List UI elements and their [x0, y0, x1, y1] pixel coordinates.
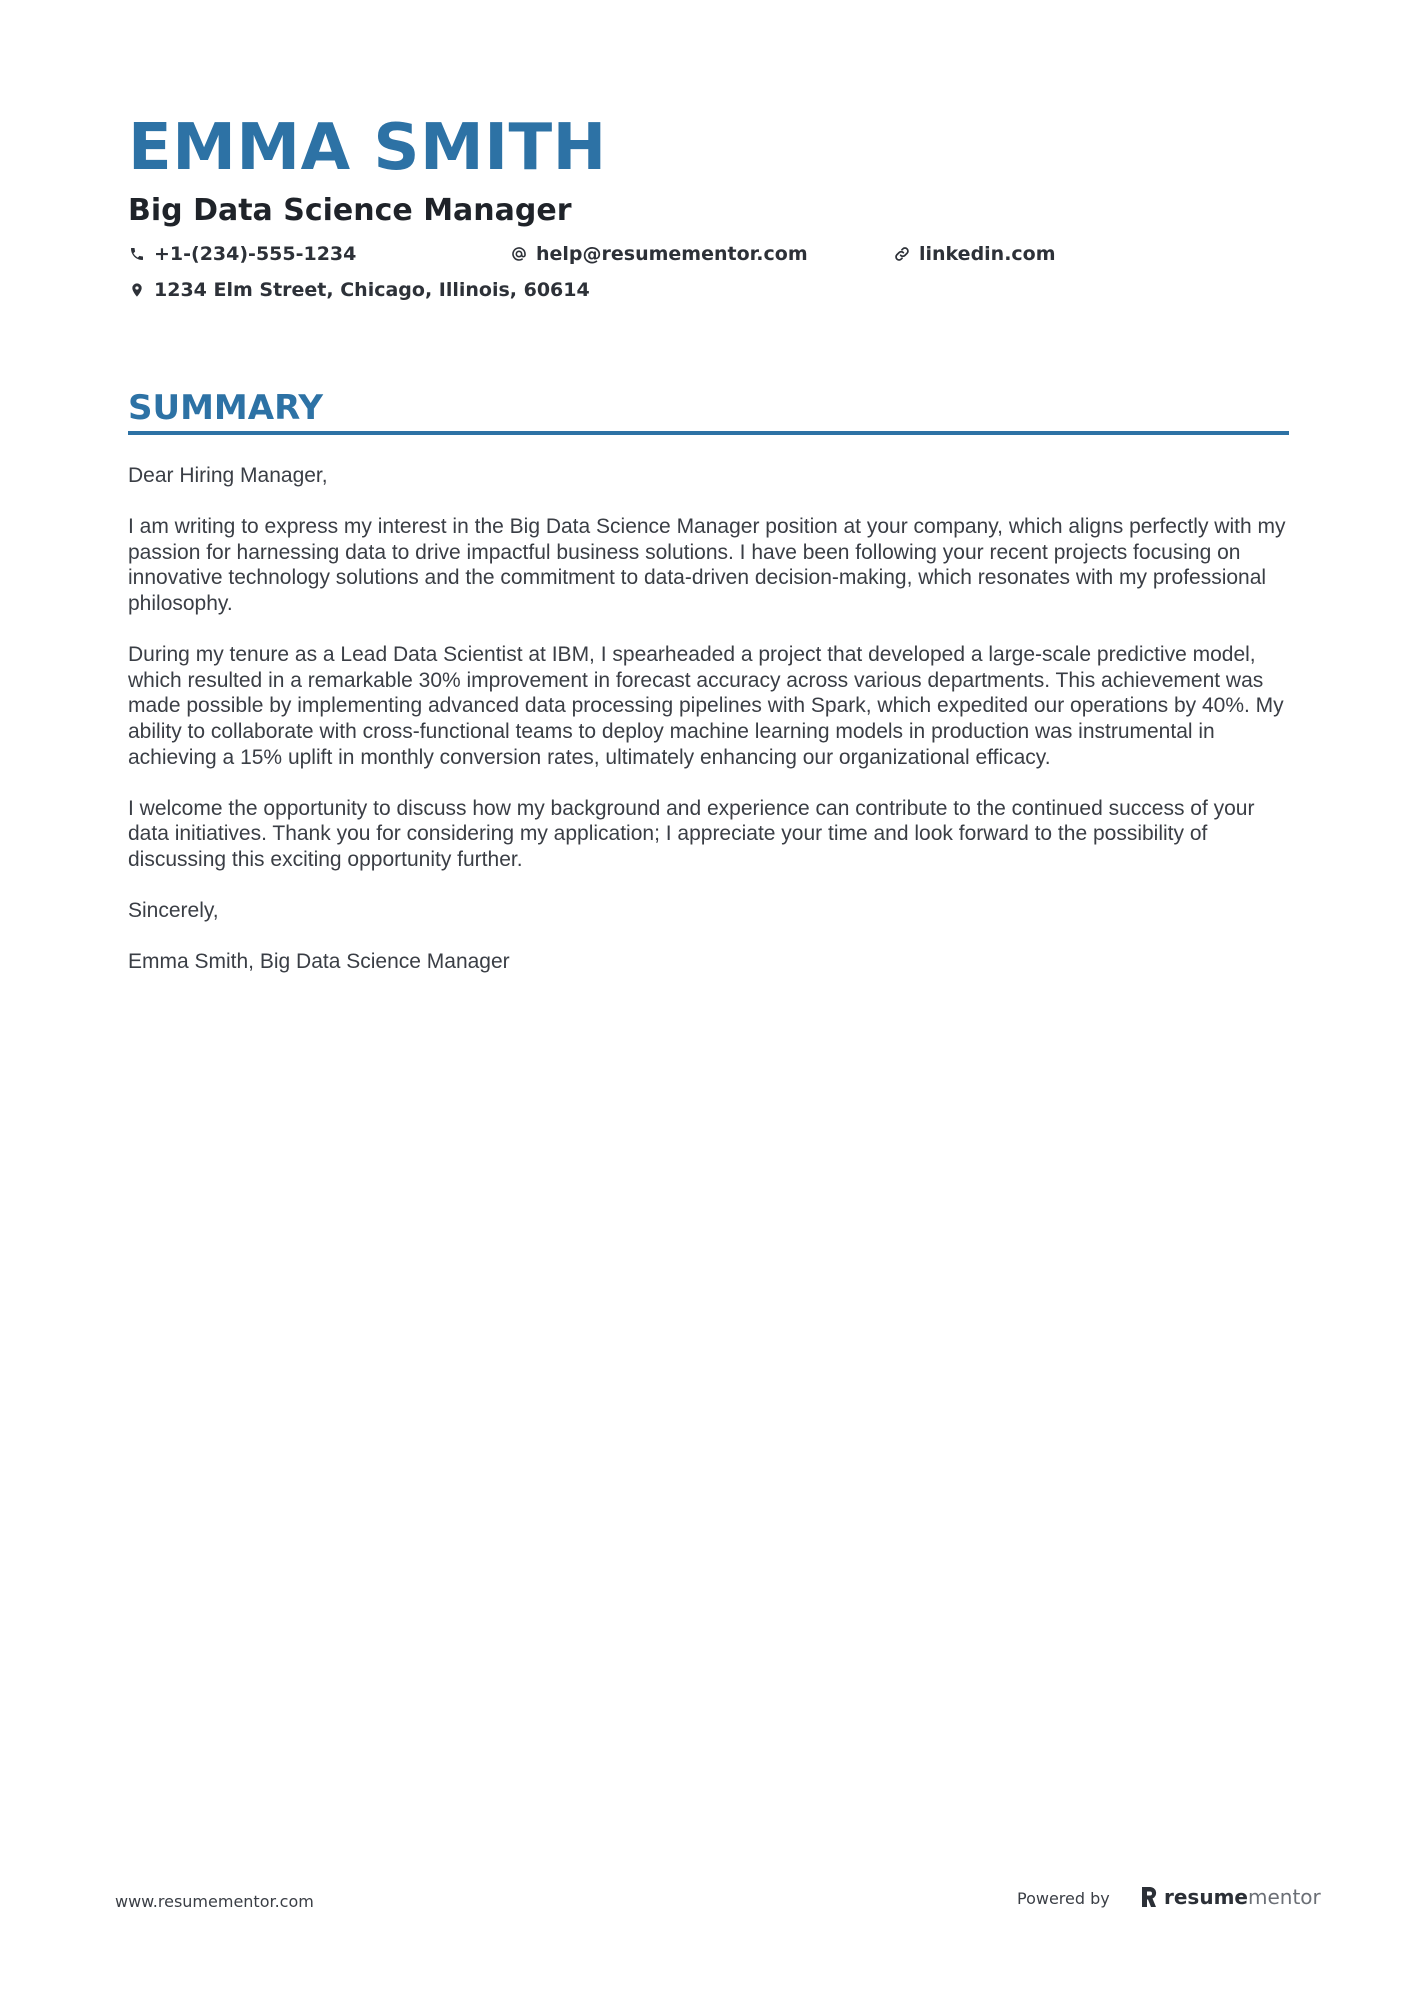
email-text: help@resumementor.com	[536, 243, 808, 265]
footer-brand-logo[interactable]	[1140, 1883, 1321, 1911]
at-icon	[510, 245, 528, 263]
job-title: Big Data Science Manager	[128, 193, 572, 228]
candidate-name: EMMA SMITH	[128, 111, 607, 185]
summary-heading: SUMMARY	[128, 388, 324, 428]
letter-body	[128, 463, 1298, 1000]
footer-powered-by: Powered by	[1017, 1889, 1110, 1908]
contact-address	[128, 277, 590, 303]
phone-icon	[128, 245, 146, 263]
letter-paragraph: During my tenure as a Lead Data Scientist at IBM, I spearheaded a project that developed a large-scale predictive model, which resulted in a remarkable 30% improvement in forecast accuracy across various departments. This achievement was made possible by implementing advanced data processing pipelines with Spark, which expedited our operations by 40%. My ability to collaborate with cross-functional teams to deploy machine learning models in production was instrumental in achieving a 15% uplift in monthly conversion rates, ultimately enhancing our organizational efficacy.	[128, 643, 1284, 769]
section-divider	[128, 431, 1289, 435]
location-pin-icon	[128, 281, 146, 299]
letter-paragraph: I welcome the opportunity to discuss how my background and experience can contribute to the continued success of your data initiatives. Thank you for considering my application; I appreciate your time and look forward to the possibility of discussing this exciting opportunity further.	[128, 796, 1255, 871]
contact-phone	[128, 241, 356, 267]
brand-text-mentor: mentor	[1247, 1885, 1321, 1909]
brand-text-resume: resume	[1164, 1885, 1248, 1909]
website-text: linkedin.com	[919, 243, 1056, 265]
resumementor-logo-icon	[1140, 1886, 1158, 1908]
contact-website	[893, 241, 1056, 267]
address-text: 1234 Elm Street, Chicago, Illinois, 60614	[154, 279, 590, 301]
footer-website[interactable]: www.resumementor.com	[115, 1892, 314, 1911]
contact-email	[510, 241, 808, 267]
link-icon	[893, 245, 911, 263]
letter-greeting: Dear Hiring Manager,	[128, 464, 328, 487]
letter-signature: Emma Smith, Big Data Science Manager	[128, 950, 510, 974]
phone-text: +1-(234)-555-1234	[154, 243, 357, 265]
letter-paragraph: I am writing to express my interest in the Big Data Science Manager position at your company, which aligns perfectly with my passion for harnessing data to drive impactful business solutions. I have been following your recent projects focusing on innovative technology solutions and the commitment to data-driven decision-making, which resonates with my professional philosophy.	[128, 515, 1286, 615]
letter-closing: Sincerely,	[128, 899, 219, 923]
